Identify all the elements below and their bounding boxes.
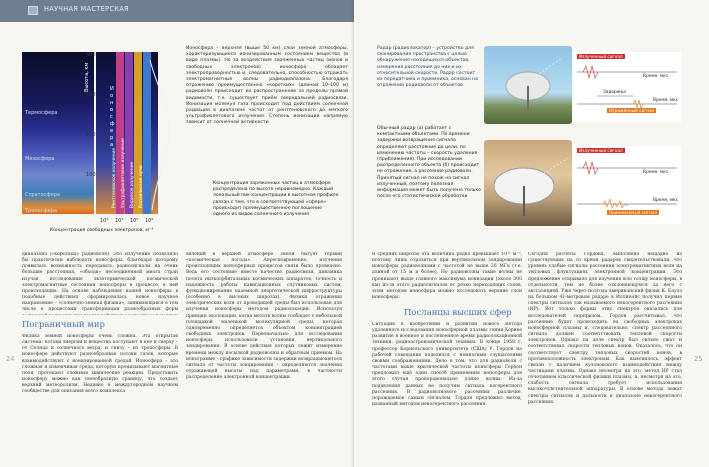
concentration-note: Концентрация заряженных частиц в атмосфере распределена по высоте неравномерно. Каждый локальный пик концентрации в высотном профиле связан с тем, что в соответствующей «сфере» происходит преимущественное поглощение одного из видов солнечного излучения xyxy=(213,181,339,218)
y-tick-400: 400 xyxy=(86,52,96,58)
left-column-2-text: явлений в верхней атмосфере Земли бытует термин «космическая погода». Апресновременно, изучения происходящих ионосферных процессов связи было проведено. Ведь его состояние вместе качество радиосвязи, динамика полета низкоорбитальных космических аппаратов, точность и надежность работы навигационных спутниковых систем, функционирование наземной энергетической инфраструктуры (особенно в высоких широтах). Физики отражения электрических волн от проводящей среды был использован для изучения ионосферы методом радиолокации. Используя принцип эхолокации, когда метатв волны сообщает с небольшой площадкой маленькой молекулярной среды, которая одновременно определяется объектом концентрацией свободных электронов. Первоначально для исследования ионосферы использовали установки вертикального зондирования. В основе действия которых лежит измерение времени между посылкой радиоволны и обратным приемом. На ионограмме – графике зависимости задержки возвращающегося сигнала от частоты зондирования – определяются значения отражающей высоты над параметрами, в частности распределение электронной концентрации. xyxy=(186,252,342,381)
y-tick-100: 100 xyxy=(86,172,96,178)
time-label-a2: Время, мкс xyxy=(653,98,679,103)
reflected-signal-tag: Отражённый сигнал xyxy=(609,108,655,113)
bar-uv-label: Ультрафиолетовое излучение xyxy=(121,138,126,208)
section-header-title: НАУЧНАЯ МАСТЕРСКАЯ xyxy=(44,5,129,13)
band-stratosphere: Стратосфера xyxy=(25,192,60,198)
y-tick-300: 300 xyxy=(86,92,96,98)
received-signal-tag: Принимаемый сигнал xyxy=(609,210,658,215)
right-column-1-text: В средних широтах эта величина редко превышает 10¹² м⁻³, поэтому лишь отразиться при вертикальном зондировании ионосферы радиоволнами с частотой не выше 20 МГц (т.е. длиной от 15 м и более). Но радиоволны такие волны не проникают выше главного максимума ионизации (около 300 км) из-за этого радиосигналов от резко переходящих слоев, этим методом ионосфера можно исследовать верхние слои ионосферы. xyxy=(372,252,522,301)
radar-description: Обычный радар (а) работает с компактными объектами. По времени задержки возвращения сигнала определяют расстояние до цели, по изменению частоты – скорость удаления (приближения). При исследовании распределенного объекта (б) происходит не отражение, а рассеяние радиоволн. Принятый сигнал не похож на сигнал излученный, поэтому полезная информация может быть получена только после его статистической обработки xyxy=(377,126,481,200)
figure-x-axis-label: Концентрация свободных электронов, м⁻³ xyxy=(50,228,154,233)
time-label-b2: Время, мкс xyxy=(653,198,679,203)
bar-cosmic-label: Космические лучи xyxy=(139,165,144,208)
radar-dish-large-icon xyxy=(484,140,572,226)
left-column-1b-text: Физика земной ионосферы очень сложна. Эта открытая система: потоки энергии и вещества поступают в нее и сверху – от Солнца и солнечного ветра, и снизу – из тропосферы. В ионосфере действуют разнообразные потоки газов, которые взаимодействуют с ионизированной средой. Ионосфера – это сложная и изменчивая среда, которую пронизывают магнитные поля, протекают сложные химические реакции. Представить ионосферу можно как своеобразную границу, что создает верхний метеоролизм. Недавно в междугородном научном сообществе для описания всего комплекса xyxy=(22,334,178,395)
electron-concentration-curve xyxy=(148,52,182,214)
time-label-b1: Время, мкс xyxy=(643,170,669,175)
ionosphere-caption-text: Ионосфера – верхняя (выше 50 км) слои земной атмосферы, характеризующиеся ионизированным состоянием вещества (в виде плазмы). Но за воздействия заряженных частиц (ионов и свободных электронов) ионосфера обладает электропроводностью и, следовательно, способностью отражать электромагнитные волны радиодиапазона. Благодаря отражению преимущественно «коротких» (длиной 10–100 м) радиоволн происходит их распространение за пределы прямой видимости, т.е. существует приём сверхдальней радиосвязи. Ионизация молекул газа происходит под действием солнечной радиации в диапазоне частот от рентгеновского до мягкого ультрафиолетового излучения. Степень ионизации напрямую зависит от солнечной активности xyxy=(186,46,348,126)
radar-dish-photo-b xyxy=(484,140,572,226)
delay-label: Задержка xyxy=(603,90,626,95)
radar-dish-icon xyxy=(484,46,572,124)
time-label-a1: Время, мкс xyxy=(643,74,669,79)
page-number-right: 25 xyxy=(694,355,703,363)
section-heading-higher-spheres: Посланцы высших сфер xyxy=(404,308,512,318)
band-thermosphere: Термосфера xyxy=(25,110,58,116)
ionosphere-label: Ионосфера xyxy=(110,86,116,148)
x-tick-3: 10⁵ xyxy=(130,218,139,224)
y-tick-200: 200 xyxy=(86,132,96,138)
header-marker-icon xyxy=(28,6,38,15)
bar-xray-label: Рентгеновское излучение xyxy=(112,147,117,208)
radar-dish-photo-a xyxy=(484,46,572,124)
right-column-2-text: Сегодня расчеты Гордона, выполнено нещадно из существующих на то время радаров свидетельствовали, что уровень слабые сигналы рассеяния электромагнитных волн на тепловых флуктуациях электронной концентрации. Это предложение открывало для изучения всю толщу ионосферы, в отдельности, тем не более отклоняющуюся за него с эксгаляцией. Уже через полгода американский физик К. Баулз на большом 41-метровом радаре в Иллинойс получил первые спектры сигналов так называемого некогерентного рассеяния (НР). Вот только формы этих спектров оказались для исследователей сюрпризом. Гордон рассчитывал, что рассеяние будет происходить на свободных электронах ионосферной плазмы и, следовательно, спектр рассеянного сигнала должен соответствовать тепловой скорости электронов. Однако на деле спектр был сильно сжат и соответствовал скорости тепловых ионов. Оказалось, что он соответствует спектру тепловых скоростей ионов, в противоположность электронам. Как выяснилось, эффект связан с наличием кулоновского взаимодействия между частицами плазмы. Однако несмотря на это, метод НР стал сочетанием классической физики плазмы, и, несмотря на это, слабость сигнала требует использования высокочувствительной аппаратуры. В основе метода лежат спектры сигналов и дальности в диапазоне некогерентного рассеяния. xyxy=(528,252,682,405)
page-number-left: 24 xyxy=(6,355,15,363)
section-header-bar xyxy=(0,0,354,22)
x-tick-4: 10⁶ xyxy=(145,218,154,224)
ionosphere-caption xyxy=(186,46,348,172)
x-tick-1: 10³ xyxy=(100,218,109,224)
left-column-1-text: диапазона («коротких» радиоволн). Это излучение позволило бы практически наблюдать ионосферы, благодаря которому появилась возможность передавать радиосигналы на очень большие расстояния, «обходя» несоединенной многа стран изучая исследование экзотермической космической электромагнитные состояния ионосферы в процессе, в ней происходящих. На основе наблюдения нашей ионосферы в подобные действиях сформировалась новое научное направление – «солнечно-земная физика», занимающаяся в том числе в процессами трансформации разнообразных форм xyxy=(22,252,178,313)
band-mesosphere: Мезосфера xyxy=(25,156,55,162)
section-heading-border-world: Пограничный мир xyxy=(22,320,105,330)
right-column-1b-text: Ситуация в изобретении и развитии нового метода удаленного исследования ионосферной плазмы гении-Хорнее развитие в военное и послевоенное время радиолокационной техники, радиоастрономической техники. В конце 1958 г. профессор Корнельского университета (США) У. Гордон на рабочей совещание поделился с немногими слушателями своими соображениями. Дело в том, что для радиоволн с частотами выше критической частоты ионосферы Гордон предложил ещё один способ применения ионосферы для этого случая пропорционально длине волны. Из-за подавления данных не получим сигнала когерентного рассеяния. В радиоволнового рассеяния различие, порождаемое самым сигналом, Гордон предложил метод, названный методом некогерентного рассеяния. xyxy=(372,322,522,408)
emitted-signal-tag-b: Излученный сигнал xyxy=(579,148,623,153)
bar-visible-label: Видимое излучение xyxy=(130,161,135,208)
radar-definition: Радар (радиолокатор) – устройство для сканирования пространства с целью обнаружения находящихся объектов, измерения расстояния до них и их относительной скорости. Радар состоит из передатчика и приемника, основан на отражении радиоволн от объектов xyxy=(377,46,478,89)
signal-diagram-b xyxy=(573,146,681,224)
figure-y-axis-label: Высота, км xyxy=(84,62,90,92)
x-tick-2: 10⁴ xyxy=(115,218,124,224)
left-page xyxy=(0,0,354,467)
band-troposphere: Тропосфера xyxy=(25,208,57,214)
emitted-signal-tag-a: Излученный сигнал xyxy=(579,54,623,59)
signal-diagram-a xyxy=(573,52,681,122)
